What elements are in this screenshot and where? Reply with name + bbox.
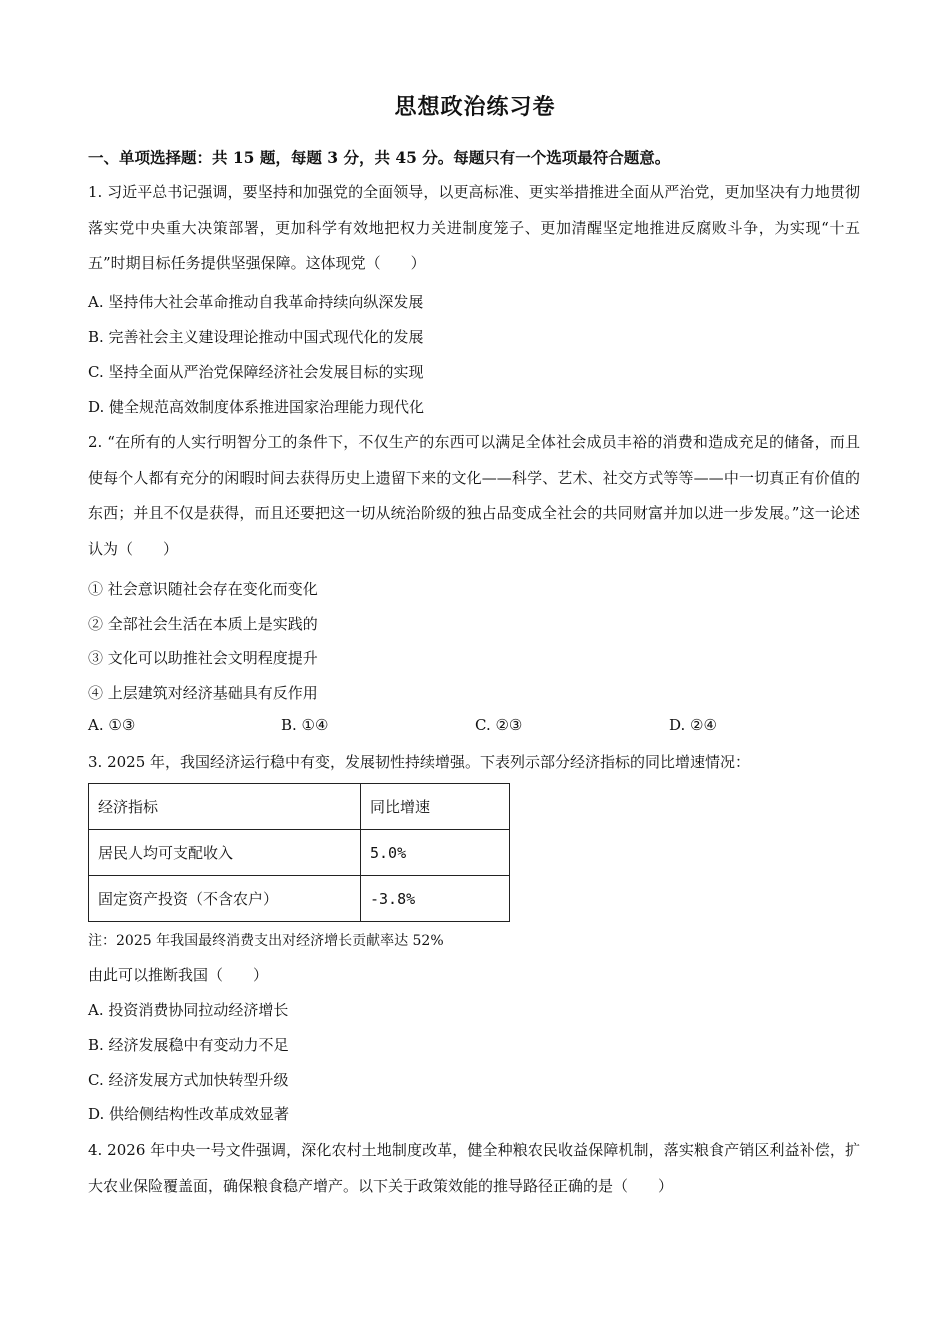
question-3-prompt: 由此可以推断我国（ ） [88, 966, 269, 984]
table-cell: 居民人均可支配收入 [89, 830, 361, 876]
question-4-stem: 4. 2026 年中央一号文件强调，深化农村土地制度改革，健全种粮农民收益保障机制，落实粮食产销区利益补偿，扩大农业保险覆盖面，确保粮食稳产增产。以下关于政策效能的推导路径正确的是（ ） [88, 1141, 860, 1195]
table-cell: 5.0% [361, 830, 510, 876]
q2-statement-3: ③ 文化可以助推社会文明程度提升 [88, 649, 318, 667]
table-header-row [89, 784, 510, 830]
question-3-stem: 3. 2025 年，我国经济运行稳中有变，发展韧性持续增强。下表列示部分经济指标的同比增速情况： [88, 753, 751, 771]
table-cell: -3.8% [361, 876, 510, 922]
table-cell: 固定资产投资（不含农户） [89, 876, 361, 922]
q1-option-b: B. 完善社会主义建设理论推动中国式现代化的发展 [88, 328, 424, 346]
table-header-cell: 同比增速 [361, 784, 510, 830]
section-header: 一、单项选择题：共 15 题，每题 3 分，共 45 分。每题只有一个选项最符合题意。 [88, 148, 671, 167]
q1-option-a: A. 坚持伟大社会革命推动自我革命持续向纵深发展 [88, 293, 424, 311]
q3-option-b: B. 经济发展稳中有变动力不足 [88, 1036, 289, 1054]
question-2-stem: 2. “在所有的人实行明智分工的条件下，不仅生产的东西可以满足全体社会成员丰裕的消费和造成充足的储备，而且使每个人都有充分的闲暇时间去获得历史上遗留下来的文化——科学、艺术、社交方式等等——中一切真正有价值的东西；并且不仅是获得，而且还要把这一切从统治阶级的独占品变成全社会的共同财富并加以进一步发展。”这一论述认为（ ） [88, 433, 860, 558]
page-title: 思想政治练习卷 [394, 94, 556, 120]
q2-statement-2: ② 全部社会生活在本质上是实践的 [88, 615, 318, 633]
q2-option-c: C. ②③ [475, 716, 523, 734]
q3-option-c: C. 经济发展方式加快转型升级 [88, 1071, 289, 1089]
table-row [89, 830, 510, 876]
q2-statement-4: ④ 上层建筑对经济基础具有反作用 [88, 684, 318, 702]
q3-option-a: A. 投资消费协同拉动经济增长 [88, 1001, 289, 1019]
q2-option-d: D. ②④ [669, 716, 717, 734]
question-1-stem: 1. 习近平总书记强调，要坚持和加强党的全面领导，以更高标准、更实举措推进全面从严治党，更加坚决有力地贯彻落实党中央重大决策部署，更加科学有效地把权力关进制度笼子、更加清醒坚定地推进反腐败斗争，为实现“十五五”时期目标任务提供坚强保障。这体现党（ ） [88, 183, 860, 272]
q1-option-c: C. 坚持全面从严治党保障经济社会发展目标的实现 [88, 363, 424, 381]
economic-indicators-table [88, 783, 510, 922]
table-header-cell: 经济指标 [89, 784, 361, 830]
table-row [89, 876, 510, 922]
q3-option-d: D. 供给侧结构性改革成效显著 [88, 1105, 290, 1123]
q2-statement-1: ① 社会意识随社会存在变化而变化 [88, 580, 318, 598]
q2-option-b: B. ①④ [281, 716, 329, 734]
q1-option-d: D. 健全规范高效制度体系推进国家治理能力现代化 [88, 398, 425, 416]
q2-option-a: A. ①③ [88, 716, 136, 734]
table-note: 注：2025 年我国最终消费支出对经济增长贡献率达 52% [88, 933, 444, 949]
